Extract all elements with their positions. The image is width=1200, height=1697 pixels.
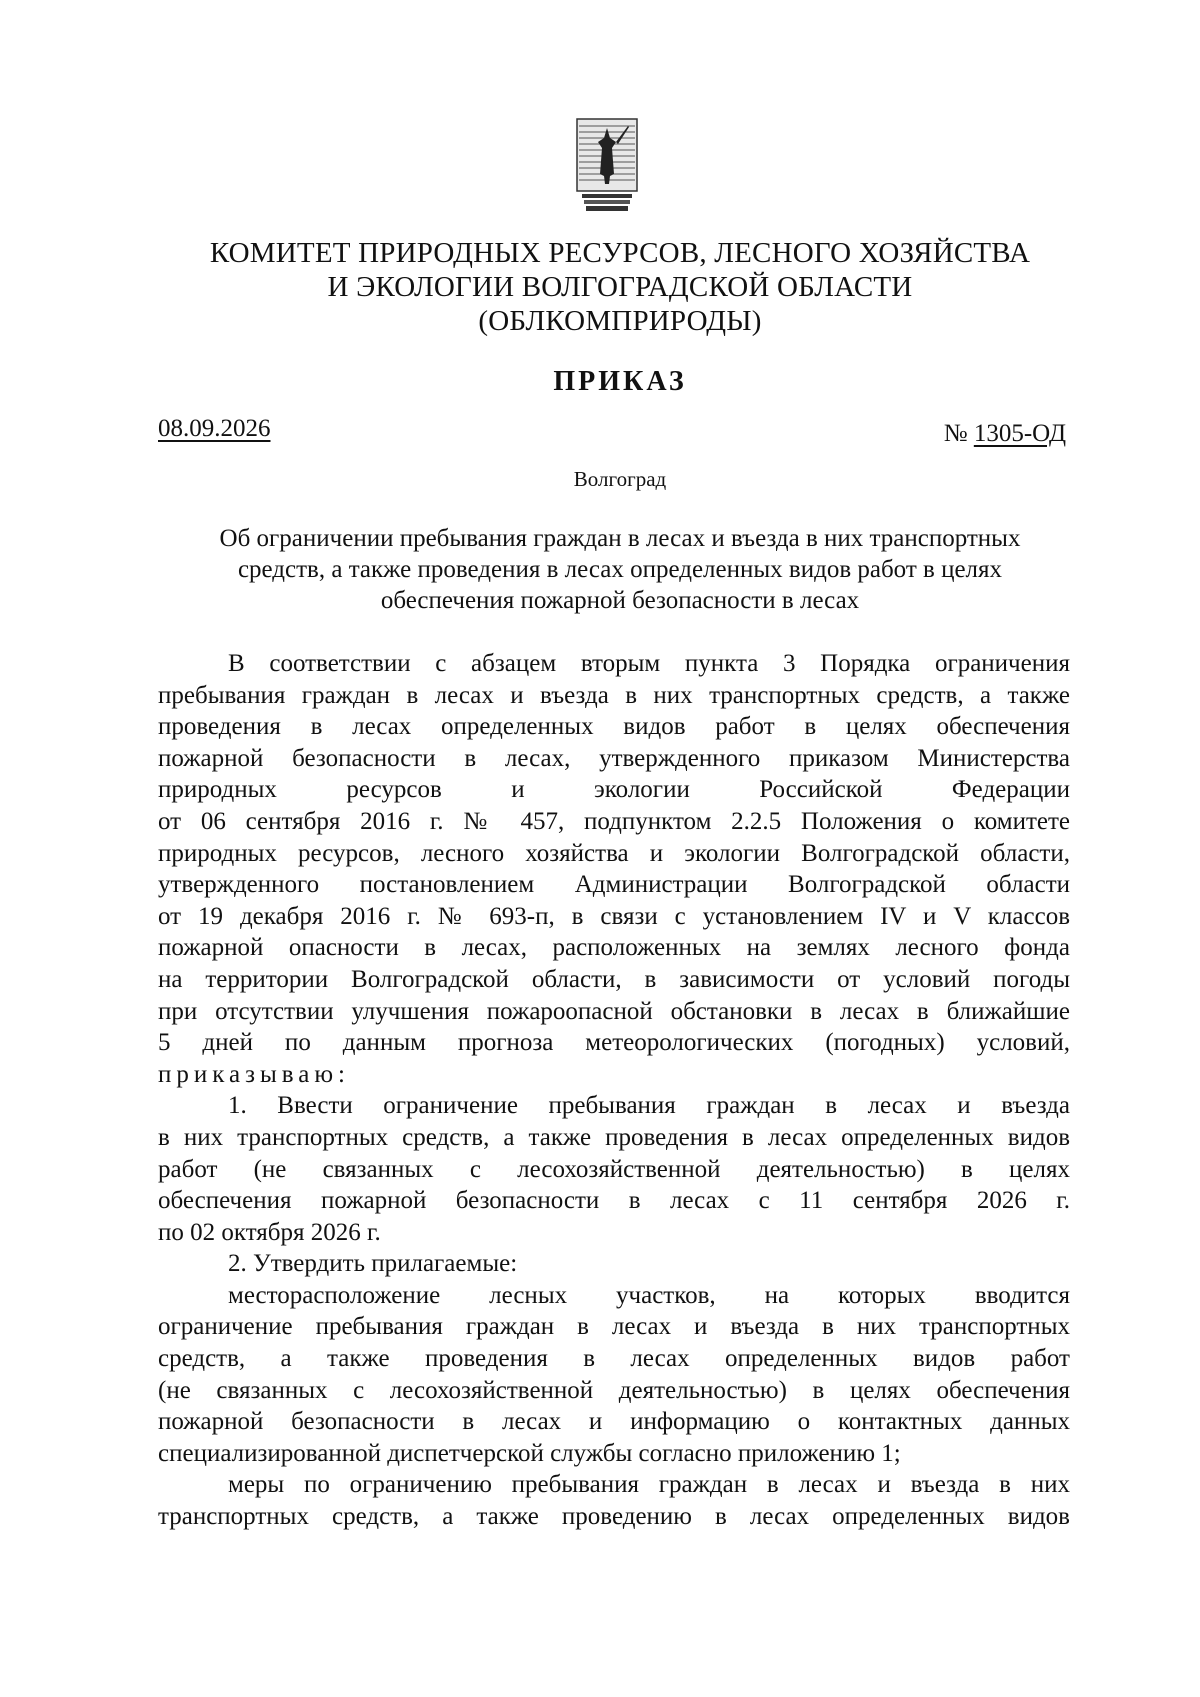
coat-of-arms-icon [576,118,638,214]
order-word: приказываю: [158,1060,350,1088]
subject-line: Об ограничении пребывания граждан в лесах и въезда в них транспортных [219,525,1021,552]
org-title-line: КОМИТЕТ ПРИРОДНЫХ РЕСУРСОВ, ЛЕСНОГО ХОЗЯЙСТВА [209,237,1031,269]
body-line: природных ресурсов, лесного хозяйства и экологии Волгоградской области, [158,839,1070,867]
org-title-line: (ОБЛКОМПРИРОДЫ) [478,305,762,337]
item-2a-line: специализированной диспетчерской службы согласно приложению 1; [158,1439,901,1467]
body-line: пребывания граждан в лесах и въезда в них транспортных средств, а также [158,681,1070,709]
item-1-line: 1. Ввести ограничение пребывания граждан в лесах и въезда [228,1092,1070,1120]
document-city: Волгоград [573,467,667,491]
document-type: ПРИКАЗ [553,366,687,397]
body-line: пожарной опасности в лесах, расположенных на землях лесного фонда [158,934,1070,962]
body-line: 5 дней по данным прогноза метеорологических (погодных) условий, [158,1029,1070,1057]
body-line: природных ресурсов и экологии Российской Федерации [158,776,1070,804]
body-line: от 19 декабря 2016 г. № 693-п, в связи с установлением IV и V классов [158,902,1070,930]
item-2a-line: пожарной безопасности в лесах и информацию о контактных данных [158,1408,1070,1436]
document-date: 08.09.2026 [158,415,271,442]
body-line: от 06 сентября 2016 г. № 457, подпунктом 2.2.5 Положения о комитете [158,807,1070,835]
item-2b-line: меры по ограничению пребывания граждан в лесах и въезда в них [228,1471,1070,1499]
body-line: при отсутствии улучшения пожароопасной обстановки в лесах в ближайшие [158,997,1070,1025]
item-2-heading: 2. Утвердить прилагаемые: [228,1250,518,1278]
item-2b-line: транспортных средств, а также проведению в лесах определенных видов [158,1503,1070,1531]
item-1-line: обеспечения пожарной безопасности в лесах с 11 сентября 2026 г. [158,1187,1070,1215]
body-line: пожарной безопасности в лесах, утвержденного приказом Министерства [158,744,1070,772]
body-line: проведения в лесах определенных видов работ в целях обеспечения [158,713,1070,741]
document-number [944,420,1066,448]
item-2a-line: ограничение пребывания граждан в лесах и въезда в них транспортных [158,1313,1070,1341]
body-line: утвержденного постановлением Администрации Волгоградской области [158,871,1070,899]
number-sign: № [943,420,968,447]
item-1-line: в них транспортных средств, а также проведения в лесах определенных видов [158,1123,1070,1151]
org-title-line: И ЭКОЛОГИИ ВОЛГОГРАДСКОЙ ОБЛАСТИ [327,271,913,303]
item-1-line: работ (не связанных с лесохозяйственной деятельностью) в целях [158,1155,1070,1183]
subject-line: средств, а также проведения в лесах определенных видов работ в целях [237,556,1003,583]
body-line: на территории Волгоградской области, в зависимости от условий погоды [158,965,1070,993]
document-subject [140,523,1100,616]
document-body [158,648,1070,1533]
body-line: В соответствии с абзацем вторым пункта 3 Порядка ограничения [228,650,1070,677]
number-value: 1305-ОД [973,420,1066,447]
item-2a-line: (не связанных с лесохозяйственной деятельностью) в целях обеспечения [158,1376,1070,1404]
item-2a-line: средств, а также проведения в лесах определенных видов работ [158,1345,1070,1373]
item-1-line: по 02 октября 2026 г. [158,1218,381,1246]
item-2a-line: месторасположение лесных участков, на которых вводится [228,1281,1070,1309]
subject-line: обеспечения пожарной безопасности в лесах [380,587,860,614]
organization-title [140,236,1100,338]
